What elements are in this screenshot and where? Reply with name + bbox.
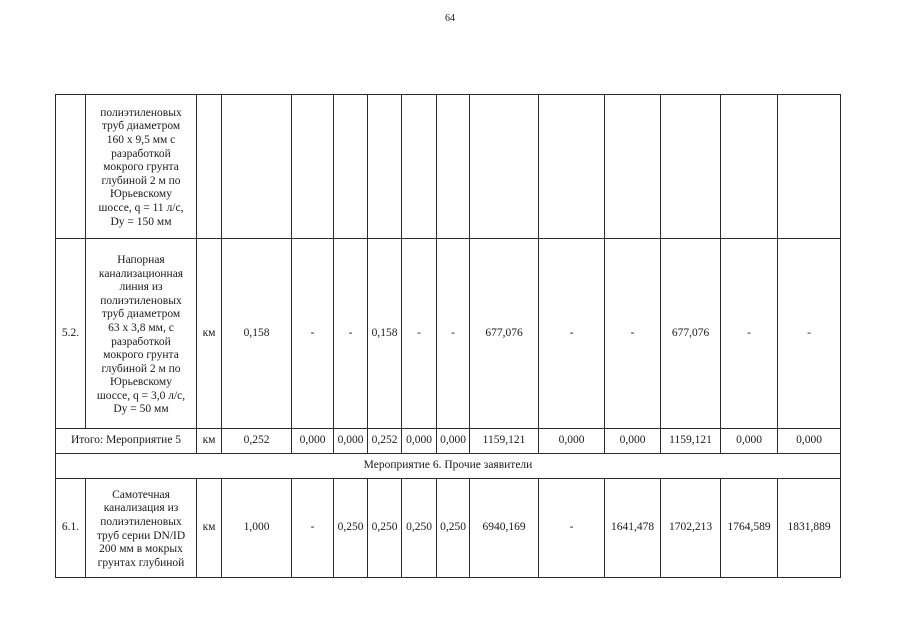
cell-length-2025: - bbox=[402, 239, 437, 429]
cell-cost-2025: 1764,589 bbox=[721, 479, 778, 578]
row-description: полиэтиленовых труб диаметром 160 x 9,5 мм с разработкой мокрого грунта глубиной 2 м по Юрьевскому шоссе, q = 11 л/с, Dy = 150 мм bbox=[86, 95, 197, 239]
cell-cost-2026: 1831,889 bbox=[778, 479, 841, 578]
cell-cost-2023: 1641,478 bbox=[605, 479, 661, 578]
cell-cost-2025: 0,000 bbox=[721, 429, 778, 454]
cell-length-total bbox=[222, 95, 292, 239]
cell-cost-2024 bbox=[661, 95, 721, 239]
cell-length-2023: 0,250 bbox=[334, 479, 368, 578]
cell-cost-2022: 0,000 bbox=[539, 429, 605, 454]
cell-cost-2023: - bbox=[605, 239, 661, 429]
cell-cost-2023: 0,000 bbox=[605, 429, 661, 454]
row-total-label: Итого: Мероприятие 5 bbox=[56, 429, 197, 454]
cell-length-2025: 0,250 bbox=[402, 479, 437, 578]
cell-cost-2023 bbox=[605, 95, 661, 239]
cell-length-2026 bbox=[437, 95, 470, 239]
cell-length-total: 0,252 bbox=[222, 429, 292, 454]
cell-cost-2025 bbox=[721, 95, 778, 239]
cell-cost-2022 bbox=[539, 95, 605, 239]
cell-length-2026: - bbox=[437, 239, 470, 429]
cell-cost-total bbox=[470, 95, 539, 239]
cell-cost-2022: - bbox=[539, 239, 605, 429]
row-unit: км bbox=[197, 239, 222, 429]
cell-length-2023: 0,000 bbox=[334, 429, 368, 454]
cell-cost-2024: 677,076 bbox=[661, 239, 721, 429]
investment-table bbox=[55, 94, 841, 578]
table-row-6-1 bbox=[56, 479, 841, 578]
table-row-5-2 bbox=[56, 239, 841, 429]
page-number: 64 bbox=[445, 13, 455, 24]
cell-length-2022: - bbox=[292, 479, 334, 578]
cell-length-2024 bbox=[368, 95, 402, 239]
row-number: 6.1. bbox=[56, 479, 86, 578]
cell-length-2024: 0,252 bbox=[368, 429, 402, 454]
row-number: 5.2. bbox=[56, 239, 86, 429]
cell-cost-2026 bbox=[778, 95, 841, 239]
cell-cost-2026: - bbox=[778, 239, 841, 429]
cell-cost-total: 677,076 bbox=[470, 239, 539, 429]
cell-length-2025: 0,000 bbox=[402, 429, 437, 454]
cell-length-2022: - bbox=[292, 239, 334, 429]
cell-length-2024: 0,250 bbox=[368, 479, 402, 578]
cell-cost-2022: - bbox=[539, 479, 605, 578]
cell-cost-2025: - bbox=[721, 239, 778, 429]
table-row-total-5 bbox=[56, 429, 841, 454]
cell-length-2024: 0,158 bbox=[368, 239, 402, 429]
cell-length-2023 bbox=[334, 95, 368, 239]
row-number bbox=[56, 95, 86, 239]
row-description: Самотечная канализация из полиэтиленовых труб серии DN/ID 200 мм в мокрых грунтах глубиной bbox=[86, 479, 197, 578]
cell-length-2025 bbox=[402, 95, 437, 239]
cell-cost-2024: 1159,121 bbox=[661, 429, 721, 454]
row-unit bbox=[197, 95, 222, 239]
cell-length-total: 0,158 bbox=[222, 239, 292, 429]
row-unit: км bbox=[197, 479, 222, 578]
table-row-section-6 bbox=[56, 454, 841, 479]
cell-length-2022: 0,000 bbox=[292, 429, 334, 454]
cell-length-2026: 0,250 bbox=[437, 479, 470, 578]
cell-cost-total: 1159,121 bbox=[470, 429, 539, 454]
row-description: Напорная канализационная линия из полиэтиленовых труб диаметром 63 x 3,8 мм, с разработкой мокрого грунта глубиной 2 м по Юрьевскому шоссе, q = 3,0 л/с, Dy = 50 мм bbox=[86, 239, 197, 429]
cell-cost-2024: 1702,213 bbox=[661, 479, 721, 578]
cell-length-2026: 0,000 bbox=[437, 429, 470, 454]
table-row-continued bbox=[56, 95, 841, 239]
cell-length-2022 bbox=[292, 95, 334, 239]
cell-length-2023: - bbox=[334, 239, 368, 429]
section-heading: Мероприятие 6. Прочие заявители bbox=[56, 454, 841, 479]
cell-cost-total: 6940,169 bbox=[470, 479, 539, 578]
cell-cost-2026: 0,000 bbox=[778, 429, 841, 454]
cell-length-total: 1,000 bbox=[222, 479, 292, 578]
row-unit: км bbox=[197, 429, 222, 454]
